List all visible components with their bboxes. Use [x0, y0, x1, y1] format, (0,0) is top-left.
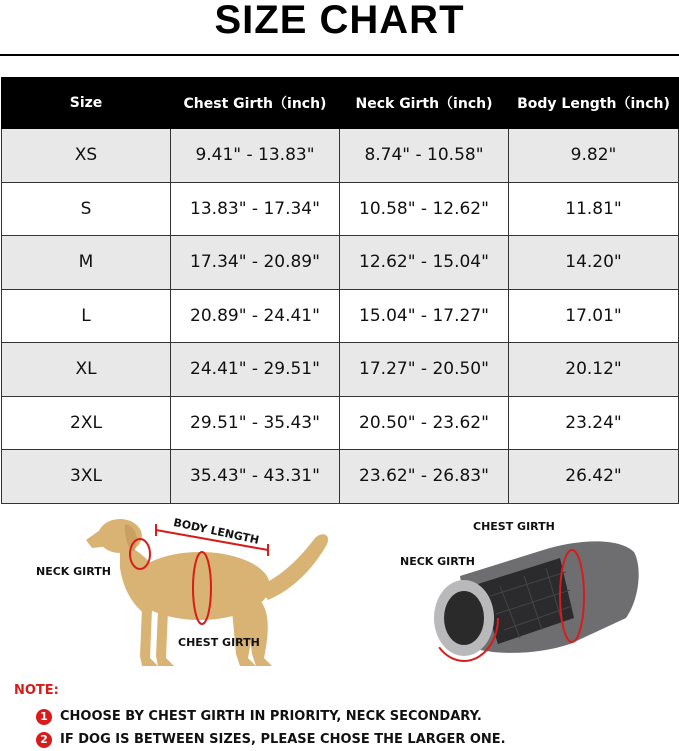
- size-cell: M: [2, 236, 171, 290]
- dog-neck-girth-label: NECK GIRTH: [36, 565, 111, 578]
- coat-neck-girth-label: NECK GIRTH: [400, 555, 475, 568]
- notes-title: NOTE:: [14, 683, 59, 698]
- table-row: [2, 450, 679, 504]
- body-length-cell: 20.12": [509, 343, 679, 397]
- table-row: [2, 343, 679, 397]
- notes-section: [14, 683, 674, 751]
- note-item: [14, 705, 674, 728]
- page-title: SIZE CHART: [214, 0, 465, 42]
- header-size: Size: [2, 78, 171, 129]
- neck-girth-cell: 10.58" - 12.62": [340, 182, 509, 236]
- table-row: [2, 129, 679, 183]
- chest-girth-cell: 24.41" - 29.51": [171, 343, 340, 397]
- neck-girth-cell: 17.27" - 20.50": [340, 343, 509, 397]
- chest-girth-cell: 29.51" - 35.43": [171, 396, 340, 450]
- header-neck-girth: Neck Girth（inch): [340, 78, 509, 129]
- note-text: CHOOSE BY CHEST GIRTH IN PRIORITY, NECK SECONDARY.: [60, 709, 482, 724]
- neck-girth-cell: 8.74" - 10.58": [340, 129, 509, 183]
- header-chest-girth: Chest Girth（inch): [171, 78, 340, 129]
- note-text: IF DOG IS BETWEEN SIZES, PLEASE CHOSE THE LARGER ONE.: [60, 732, 506, 747]
- body-length-cell: 9.82": [509, 129, 679, 183]
- chest-girth-cell: 13.83" - 17.34": [171, 182, 340, 236]
- size-cell: XS: [2, 129, 171, 183]
- neck-girth-cell: 23.62" - 26.83": [340, 450, 509, 504]
- header-body-length: Body Length（inch): [509, 78, 679, 129]
- neck-girth-cell: 15.04" - 17.27": [340, 289, 509, 343]
- size-cell: 3XL: [2, 450, 171, 504]
- table-row: [2, 236, 679, 290]
- measurement-figures: [0, 508, 679, 678]
- size-cell: XL: [2, 343, 171, 397]
- coat-chest-girth-label: CHEST GIRTH: [473, 520, 555, 533]
- table-row: [2, 289, 679, 343]
- size-chart-table: [1, 77, 679, 504]
- dog-chest-girth-label: CHEST GIRTH: [178, 636, 260, 649]
- chest-girth-cell: 20.89" - 24.41": [171, 289, 340, 343]
- table-row: [2, 182, 679, 236]
- body-length-cell: 17.01": [509, 289, 679, 343]
- note-number-badge: 2: [36, 732, 52, 748]
- body-length-cell: 14.20": [509, 236, 679, 290]
- chest-girth-cell: 9.41" - 13.83": [171, 129, 340, 183]
- neck-girth-cell: 12.62" - 15.04": [340, 236, 509, 290]
- chest-girth-cell: 17.34" - 20.89": [171, 236, 340, 290]
- note-item: [14, 728, 674, 751]
- body-length-cell: 23.24": [509, 396, 679, 450]
- table-row: [2, 396, 679, 450]
- body-length-cell: 26.42": [509, 450, 679, 504]
- table-header-row: [2, 78, 679, 129]
- neck-girth-cell: 20.50" - 23.62": [340, 396, 509, 450]
- body-length-cell: 11.81": [509, 182, 679, 236]
- title-divider: [0, 54, 679, 56]
- size-cell: L: [2, 289, 171, 343]
- chest-girth-cell: 35.43" - 43.31": [171, 450, 340, 504]
- size-cell: 2XL: [2, 396, 171, 450]
- note-number-badge: 1: [36, 709, 52, 725]
- dog-coat-illustration: [420, 526, 650, 666]
- dog-body-length-label: BODY LENGTH: [172, 516, 261, 547]
- size-cell: S: [2, 182, 171, 236]
